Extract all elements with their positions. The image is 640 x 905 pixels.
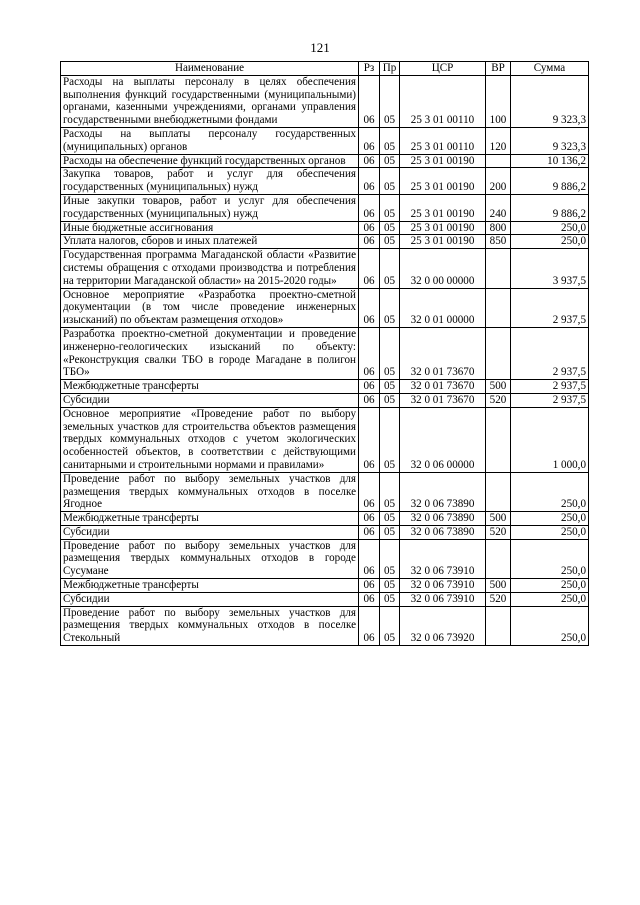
cell-name: Проведение работ по выбору земельных участков для размещения твердых коммунальных отходов в городе Сусумане bbox=[61, 539, 359, 578]
cell-name: Государственная программа Магаданской области «Развитие системы обращения с отходами производства и потребления на территории Магаданской области» на 2015-2020 годы» bbox=[61, 249, 359, 288]
cell-sum: 9 886,2 bbox=[511, 194, 589, 221]
header-name: Наименование bbox=[61, 62, 359, 76]
cell-csr: 25 3 01 00190 bbox=[400, 235, 486, 249]
cell-sum: 250,0 bbox=[511, 539, 589, 578]
cell-pr: 05 bbox=[380, 168, 400, 195]
table-row bbox=[61, 592, 589, 606]
table-row bbox=[61, 327, 589, 379]
cell-pr: 05 bbox=[380, 75, 400, 127]
cell-rz: 06 bbox=[359, 380, 380, 394]
cell-pr: 05 bbox=[380, 525, 400, 539]
cell-vr: 200 bbox=[486, 168, 511, 195]
cell-pr: 05 bbox=[380, 327, 400, 379]
cell-rz: 06 bbox=[359, 327, 380, 379]
cell-rz: 06 bbox=[359, 221, 380, 235]
cell-vr: 100 bbox=[486, 75, 511, 127]
table-row bbox=[61, 380, 589, 394]
budget-table bbox=[60, 61, 589, 646]
cell-pr: 05 bbox=[380, 539, 400, 578]
cell-name: Межбюджетные трансферты bbox=[61, 512, 359, 526]
cell-name: Разработка проектно-сметной документации и проведение инженерно-геологических изысканий по объекту: «Реконструкция свалки ТБО в городе Магадане в полигон ТБО» bbox=[61, 327, 359, 379]
header-vr: ВР bbox=[486, 62, 511, 76]
cell-name: Расходы на выплаты персоналу государственных (муниципальных) органов bbox=[61, 127, 359, 154]
cell-pr: 05 bbox=[380, 288, 400, 327]
cell-csr: 32 0 01 73670 bbox=[400, 393, 486, 407]
cell-rz: 06 bbox=[359, 525, 380, 539]
cell-csr: 25 3 01 00110 bbox=[400, 75, 486, 127]
cell-pr: 05 bbox=[380, 235, 400, 249]
cell-csr: 32 0 06 73910 bbox=[400, 579, 486, 593]
cell-sum: 9 886,2 bbox=[511, 168, 589, 195]
cell-name: Уплата налогов, сборов и иных платежей bbox=[61, 235, 359, 249]
cell-vr bbox=[486, 154, 511, 168]
cell-pr: 05 bbox=[380, 512, 400, 526]
table-row bbox=[61, 579, 589, 593]
cell-name: Субсидии bbox=[61, 592, 359, 606]
cell-vr: 500 bbox=[486, 380, 511, 394]
cell-vr bbox=[486, 539, 511, 578]
cell-pr: 05 bbox=[380, 592, 400, 606]
cell-pr: 05 bbox=[380, 249, 400, 288]
table-row bbox=[61, 75, 589, 127]
cell-vr bbox=[486, 288, 511, 327]
table-row bbox=[61, 168, 589, 195]
table-row bbox=[61, 512, 589, 526]
cell-sum: 250,0 bbox=[511, 472, 589, 511]
cell-csr: 32 0 06 73920 bbox=[400, 606, 486, 645]
cell-name: Субсидии bbox=[61, 525, 359, 539]
cell-vr bbox=[486, 407, 511, 472]
cell-rz: 06 bbox=[359, 472, 380, 511]
page-number: 121 bbox=[310, 40, 330, 55]
cell-rz: 06 bbox=[359, 606, 380, 645]
cell-name: Расходы на выплаты персоналу в целях обеспечения выполнения функций государственными (муниципальными) органами, казенными учреждениями, органами управления государственными внебюджетными фондами bbox=[61, 75, 359, 127]
table-row bbox=[61, 127, 589, 154]
cell-pr: 05 bbox=[380, 393, 400, 407]
table-row bbox=[61, 407, 589, 472]
cell-csr: 32 0 06 00000 bbox=[400, 407, 486, 472]
cell-vr: 520 bbox=[486, 592, 511, 606]
table-row bbox=[61, 154, 589, 168]
table-header-row bbox=[61, 62, 589, 76]
table-row bbox=[61, 606, 589, 645]
cell-csr: 32 0 06 73890 bbox=[400, 512, 486, 526]
cell-sum: 250,0 bbox=[511, 592, 589, 606]
cell-rz: 06 bbox=[359, 235, 380, 249]
cell-csr: 25 3 01 00190 bbox=[400, 154, 486, 168]
cell-name: Основное мероприятие «Проведение работ по выбору земельных участков для строительства объектов размещения твердых коммунальных отходов с учетом экологических особенностей объектов, в соответствии с действующими санитарными и строительными нормами и правилами» bbox=[61, 407, 359, 472]
cell-vr bbox=[486, 249, 511, 288]
cell-name: Закупка товаров, работ и услуг для обеспечения государственных (муниципальных) нужд bbox=[61, 168, 359, 195]
cell-csr: 32 0 01 00000 bbox=[400, 288, 486, 327]
cell-pr: 05 bbox=[380, 606, 400, 645]
cell-csr: 32 0 01 73670 bbox=[400, 327, 486, 379]
cell-pr: 05 bbox=[380, 407, 400, 472]
header-csr: ЦСР bbox=[400, 62, 486, 76]
header-pr: Пр bbox=[380, 62, 400, 76]
header-rz: Рз bbox=[359, 62, 380, 76]
cell-rz: 06 bbox=[359, 512, 380, 526]
cell-vr: 240 bbox=[486, 194, 511, 221]
cell-sum: 250,0 bbox=[511, 512, 589, 526]
cell-sum: 250,0 bbox=[511, 606, 589, 645]
cell-csr: 32 0 01 73670 bbox=[400, 380, 486, 394]
cell-csr: 32 0 00 00000 bbox=[400, 249, 486, 288]
cell-name: Межбюджетные трансферты bbox=[61, 579, 359, 593]
cell-name: Расходы на обеспечение функций государственных органов bbox=[61, 154, 359, 168]
cell-vr bbox=[486, 606, 511, 645]
cell-csr: 32 0 06 73910 bbox=[400, 592, 486, 606]
table-row bbox=[61, 288, 589, 327]
cell-rz: 06 bbox=[359, 75, 380, 127]
header-sum: Сумма bbox=[511, 62, 589, 76]
cell-sum: 2 937,5 bbox=[511, 380, 589, 394]
cell-csr: 25 3 01 00190 bbox=[400, 221, 486, 235]
cell-vr: 520 bbox=[486, 393, 511, 407]
table-row bbox=[61, 194, 589, 221]
cell-pr: 05 bbox=[380, 127, 400, 154]
cell-rz: 06 bbox=[359, 168, 380, 195]
cell-sum: 1 000,0 bbox=[511, 407, 589, 472]
cell-vr: 120 bbox=[486, 127, 511, 154]
table-row bbox=[61, 472, 589, 511]
cell-vr: 850 bbox=[486, 235, 511, 249]
cell-rz: 06 bbox=[359, 579, 380, 593]
table-row bbox=[61, 249, 589, 288]
cell-csr: 32 0 06 73910 bbox=[400, 539, 486, 578]
table-row bbox=[61, 393, 589, 407]
cell-name: Проведение работ по выбору земельных участков для размещения твердых коммунальных отходов в поселке Ягодное bbox=[61, 472, 359, 511]
cell-rz: 06 bbox=[359, 249, 380, 288]
cell-rz: 06 bbox=[359, 393, 380, 407]
cell-rz: 06 bbox=[359, 592, 380, 606]
cell-name: Проведение работ по выбору земельных участков для размещения твердых коммунальных отходов в поселке Стекольный bbox=[61, 606, 359, 645]
cell-name: Иные бюджетные ассигнования bbox=[61, 221, 359, 235]
cell-pr: 05 bbox=[380, 579, 400, 593]
cell-rz: 06 bbox=[359, 154, 380, 168]
cell-vr bbox=[486, 472, 511, 511]
cell-sum: 9 323,3 bbox=[511, 75, 589, 127]
cell-pr: 05 bbox=[380, 194, 400, 221]
cell-name: Субсидии bbox=[61, 393, 359, 407]
table-row bbox=[61, 235, 589, 249]
cell-vr: 500 bbox=[486, 512, 511, 526]
cell-csr: 25 3 01 00190 bbox=[400, 168, 486, 195]
cell-name: Иные закупки товаров, работ и услуг для обеспечения государственных (муниципальных) нужд bbox=[61, 194, 359, 221]
cell-csr: 32 0 06 73890 bbox=[400, 472, 486, 511]
cell-pr: 05 bbox=[380, 221, 400, 235]
cell-sum: 10 136,2 bbox=[511, 154, 589, 168]
cell-pr: 05 bbox=[380, 154, 400, 168]
cell-sum: 2 937,5 bbox=[511, 327, 589, 379]
cell-sum: 3 937,5 bbox=[511, 249, 589, 288]
cell-sum: 250,0 bbox=[511, 525, 589, 539]
cell-vr: 520 bbox=[486, 525, 511, 539]
cell-sum: 9 323,3 bbox=[511, 127, 589, 154]
cell-csr: 25 3 01 00110 bbox=[400, 127, 486, 154]
cell-rz: 06 bbox=[359, 194, 380, 221]
cell-rz: 06 bbox=[359, 127, 380, 154]
cell-sum: 250,0 bbox=[511, 579, 589, 593]
cell-pr: 05 bbox=[380, 380, 400, 394]
cell-vr: 800 bbox=[486, 221, 511, 235]
cell-sum: 250,0 bbox=[511, 221, 589, 235]
cell-name: Межбюджетные трансферты bbox=[61, 380, 359, 394]
cell-rz: 06 bbox=[359, 407, 380, 472]
cell-sum: 2 937,5 bbox=[511, 288, 589, 327]
table-row bbox=[61, 539, 589, 578]
cell-sum: 250,0 bbox=[511, 235, 589, 249]
cell-csr: 32 0 06 73890 bbox=[400, 525, 486, 539]
cell-pr: 05 bbox=[380, 472, 400, 511]
cell-vr: 500 bbox=[486, 579, 511, 593]
cell-rz: 06 bbox=[359, 288, 380, 327]
cell-name: Основное мероприятие «Разработка проектно-сметной документации (в том числе проведение инженерных изысканий) по объектам размещения отходов» bbox=[61, 288, 359, 327]
cell-sum: 2 937,5 bbox=[511, 393, 589, 407]
cell-csr: 25 3 01 00190 bbox=[400, 194, 486, 221]
cell-vr bbox=[486, 327, 511, 379]
table-row bbox=[61, 525, 589, 539]
table-row bbox=[61, 221, 589, 235]
cell-rz: 06 bbox=[359, 539, 380, 578]
